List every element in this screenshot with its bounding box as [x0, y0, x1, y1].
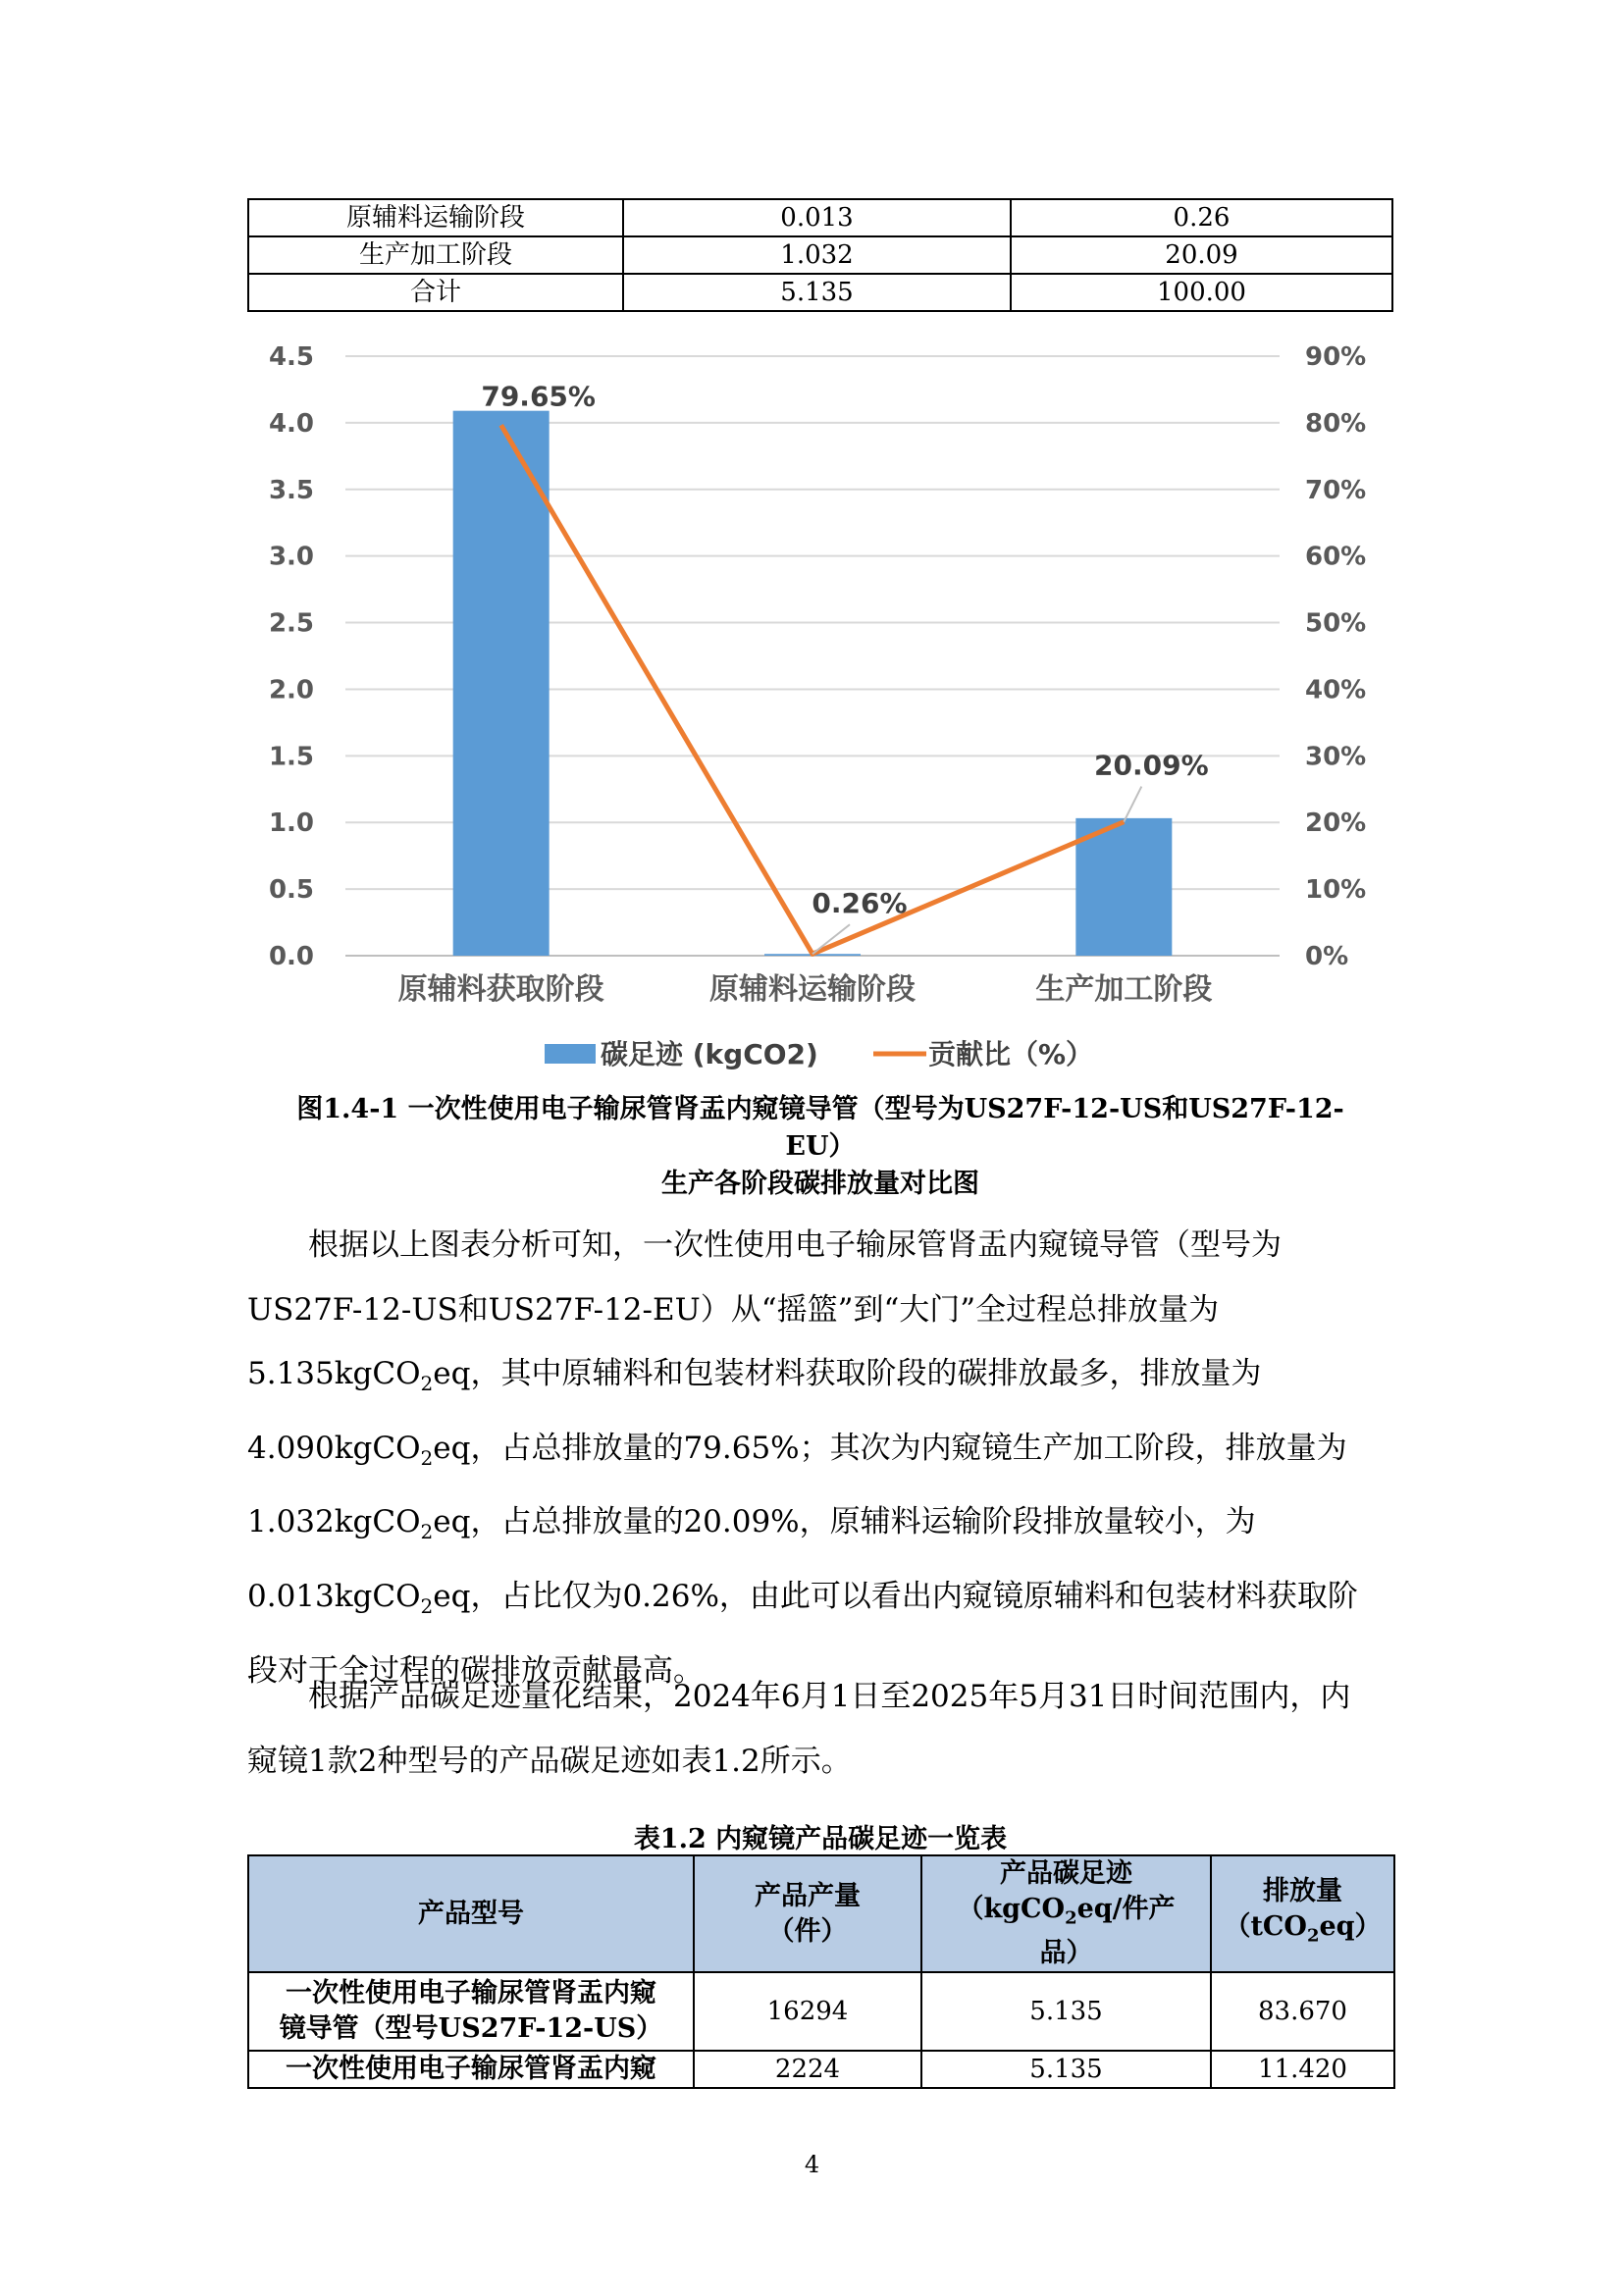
x-category-label: 生产加工阶段	[1035, 972, 1213, 1007]
quantity-cell: 2224	[694, 2051, 921, 2088]
legend-label: 贡献比（%）	[928, 1038, 1094, 1070]
y-right-tick-label: 60%	[1305, 542, 1367, 572]
analysis-paragraph	[247, 1214, 1393, 1703]
y-right-tick-label: 0%	[1305, 942, 1349, 971]
share-cell: 20.09	[1011, 236, 1392, 274]
y-right-tick-label: 10%	[1305, 875, 1367, 906]
y-left-tick-label: 2.0	[268, 675, 314, 705]
paragraph-line: 根据产品碳足迹量化结果，2024年6月1日至2025年5月31日时间范围内，内	[308, 1679, 1351, 1714]
paragraph-line: 根据以上图表分析可知，一次性使用电子输尿管肾盂内窥镜导管（型号为	[308, 1227, 1282, 1263]
footprint-cell: 5.135	[921, 1972, 1211, 2051]
y-right-tick-label: 30%	[1305, 742, 1367, 772]
header-quantity: 产品产量 （件）	[694, 1855, 921, 1972]
quantity-cell: 16294	[694, 1972, 921, 2051]
paragraph-line: 1.032kgCO$_2$eq，占总排放量的20.09%，原辅料运输阶段排放量较小，为	[247, 1504, 1256, 1544]
header-emission: 排放量 （tCO$_2$eq）	[1211, 1855, 1394, 1972]
table-row	[248, 199, 1392, 236]
x-category-label: 原辅料运输阶段	[709, 972, 916, 1007]
y-left-tick-label: 4.0	[268, 408, 314, 439]
table-row	[248, 2051, 1394, 2088]
y-left-tick-label: 1.0	[268, 808, 314, 839]
paragraph-line: 窥镜1款2种型号的产品碳足迹如表1.2所示。	[247, 1743, 852, 1779]
figure-caption-line2: EU）	[785, 1131, 856, 1162]
paragraph-line: 4.090kgCO$_2$eq，占总排放量的79.65%；其次为内窥镜生产加工阶段，排放量为	[247, 1430, 1347, 1470]
y-left-tick-label: 4.5	[268, 342, 314, 372]
data-label: 0.26%	[812, 887, 908, 920]
y-left-tick-label: 0.0	[268, 942, 314, 971]
table-row	[248, 1972, 1394, 2051]
legend-swatch-bar	[545, 1044, 596, 1064]
model-cell: 一次性使用电子输尿管肾盂内窥 镜导管（型号US27F-12-US）	[248, 1972, 694, 2051]
share-cell: 100.00	[1011, 274, 1392, 311]
y-right-tick-label: 50%	[1305, 608, 1367, 639]
y-axis-right	[1305, 342, 1366, 971]
model-cell: 一次性使用电子输尿管肾盂内窥	[248, 2051, 694, 2088]
y-left-tick-label: 1.5	[268, 742, 314, 772]
result-paragraph	[247, 1665, 1393, 1794]
legend	[545, 1038, 1093, 1070]
data-label: 20.09%	[1094, 749, 1209, 782]
stage-cell: 原辅料运输阶段	[248, 199, 623, 236]
y-left-tick-label: 3.5	[268, 475, 314, 505]
y-right-tick-label: 40%	[1305, 675, 1367, 705]
stage-cell: 生产加工阶段	[248, 236, 623, 274]
header-model: 产品型号	[248, 1855, 694, 1972]
emission-cell: 5.135	[623, 274, 1011, 311]
header-carbon-footprint: 产品碳足迹 （kgCO$_2$eq/件产 品）	[921, 1855, 1211, 1972]
y-left-tick-label: 3.0	[268, 542, 314, 572]
bar	[1075, 818, 1172, 956]
stage-emission-table	[247, 198, 1393, 312]
emission-chart	[247, 334, 1393, 1089]
emission-cell: 83.670	[1211, 1972, 1394, 2051]
y-right-tick-label: 20%	[1305, 808, 1367, 839]
emission-cell: 0.013	[623, 199, 1011, 236]
table-row	[248, 274, 1392, 311]
total-label-cell: 合计	[248, 274, 623, 311]
y-left-tick-label: 2.5	[268, 608, 314, 639]
y-right-tick-label: 70%	[1305, 475, 1367, 505]
paragraph-line: 5.135kgCO$_2$eq，其中原辅料和包装材料获取阶段的碳排放最多，排放量为	[247, 1356, 1262, 1396]
bar-series	[453, 411, 1173, 956]
paragraph-line: 段对于全过程的碳排放贡献最高。	[247, 1652, 704, 1689]
table-title: 表1.2 内窥镜产品碳足迹一览表	[633, 1824, 1008, 1854]
paragraph-line: US27F-12-US和US27F-12-EU）从“摇篮”到“大门”全过程总排放量为	[247, 1291, 1220, 1328]
figure-caption-line3: 生产各阶段碳排放量对比图	[661, 1169, 979, 1199]
table-header-row	[248, 1855, 1394, 1972]
y-right-tick-label: 90%	[1305, 342, 1367, 372]
footprint-cell: 5.135	[921, 2051, 1211, 2088]
y-axis-left	[269, 342, 314, 971]
share-cell: 0.26	[1011, 199, 1392, 236]
page-number: 4	[804, 2151, 820, 2178]
data-label: 79.65%	[481, 380, 596, 413]
x-axis	[398, 972, 1213, 1007]
paragraph-line: 0.013kgCO$_2$eq，占比仅为0.26%，由此可以看出内窥镜原辅料和包装材料获取阶	[247, 1579, 1358, 1619]
leader-line	[1124, 787, 1141, 822]
emission-cell: 1.032	[623, 236, 1011, 274]
table-row	[248, 236, 1392, 274]
product-footprint-table	[247, 1854, 1395, 2089]
y-right-tick-label: 80%	[1305, 408, 1367, 439]
bar	[453, 411, 550, 956]
y-left-tick-label: 0.5	[268, 875, 314, 906]
emission-cell: 11.420	[1211, 2051, 1394, 2088]
figure-caption-line1: 图1.4-1 一次性使用电子输尿管肾盂内窥镜导管（型号为US27F-12-US和US27F-12-	[296, 1094, 1344, 1124]
legend-label: 碳足迹 (kgCO2)	[601, 1038, 818, 1070]
x-category-label: 原辅料获取阶段	[397, 972, 604, 1007]
